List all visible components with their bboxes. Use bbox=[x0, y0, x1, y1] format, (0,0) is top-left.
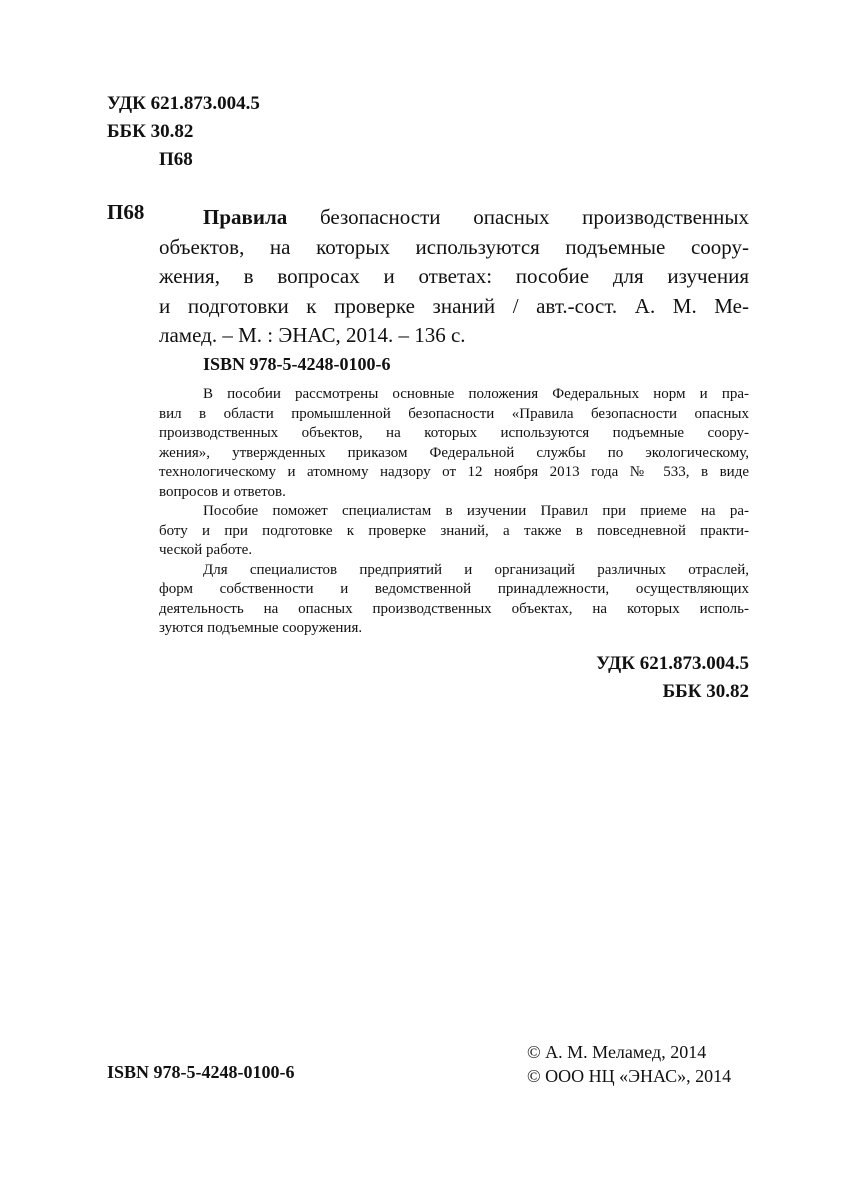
entry-line-3: жения, в вопросах и ответах: пособие для изучения bbox=[159, 264, 749, 288]
copyright-author: © А. М. Меламед, 2014 bbox=[527, 1042, 707, 1062]
bibliographic-entry bbox=[159, 203, 749, 351]
abstract-line: Для специалистов предприятий и организаций различных отраслей, bbox=[203, 561, 749, 578]
abstract-line: вопросов и ответов. bbox=[159, 483, 286, 500]
top-bbk: ББК 30.82 bbox=[107, 121, 194, 142]
bottom-udk: УДК 621.873.004.5 bbox=[596, 653, 749, 674]
entry-line-1-text: безопасности опасных производственных bbox=[287, 205, 749, 229]
top-author-mark: П68 bbox=[159, 149, 193, 170]
bottom-bbk: ББК 30.82 bbox=[662, 681, 749, 702]
entry-title-bold: Правила bbox=[203, 205, 288, 229]
abstract-line: ческой работе. bbox=[159, 542, 253, 558]
abstract-paragraph-3 bbox=[159, 561, 749, 639]
entry-author-mark: П68 bbox=[107, 200, 145, 224]
top-udk: УДК 621.873.004.5 bbox=[107, 93, 260, 114]
entry-line-1 bbox=[159, 203, 749, 233]
abstract-line: Пособие поможет специалистам в изучении Правил при приеме на ра- bbox=[203, 503, 749, 519]
copyright-publisher: © ООО НЦ «ЭНАС», 2014 bbox=[527, 1066, 732, 1086]
abstract-line: боту и при подготовке к проверке знаний, а также в повседневной практи- bbox=[159, 522, 749, 539]
abstract-line: деятельность на опасных производственных объектах, на которых исполь- bbox=[159, 600, 749, 617]
entry-line-4: и подготовки к проверке знаний / авт.-сост. А. М. Ме- bbox=[159, 293, 749, 318]
copyright-block bbox=[527, 1040, 731, 1088]
abstract-line: вил в области промышленной безопасности «Правила безопасности опасных bbox=[159, 405, 749, 422]
abstract-paragraph-2 bbox=[159, 502, 749, 561]
abstract-line: В пособии рассмотрены основные положения Федеральных норм и пра- bbox=[203, 386, 749, 402]
abstract-line: производственных объектов, на которых используются подъемные соору- bbox=[159, 425, 749, 441]
abstract-line: зуются подъемные сооружения. bbox=[159, 620, 363, 636]
entry-line-2: объектов, на которых используются подъемные соору- bbox=[159, 234, 749, 259]
abstract-line: жения», утвержденных приказом Федеральной службы по экологическому, bbox=[159, 444, 749, 461]
abstract-line: форм собственности и ведомственной принадлежности, осуществляющих bbox=[159, 581, 749, 597]
abstract-line: технологическому и атомному надзору от 12 ноября 2013 года № 533, в виде bbox=[159, 464, 749, 480]
isbn-top: ISBN 978-5-4248-0100-6 bbox=[203, 354, 391, 374]
entry-line-5: ламед. – М. : ЭНАС, 2014. – 136 с. bbox=[159, 323, 466, 347]
isbn-bottom: ISBN 978-5-4248-0100-6 bbox=[107, 1062, 295, 1082]
bottom-classification bbox=[596, 650, 749, 706]
abstract bbox=[159, 385, 749, 639]
top-classification bbox=[107, 90, 260, 174]
abstract-paragraph-1 bbox=[159, 385, 749, 502]
